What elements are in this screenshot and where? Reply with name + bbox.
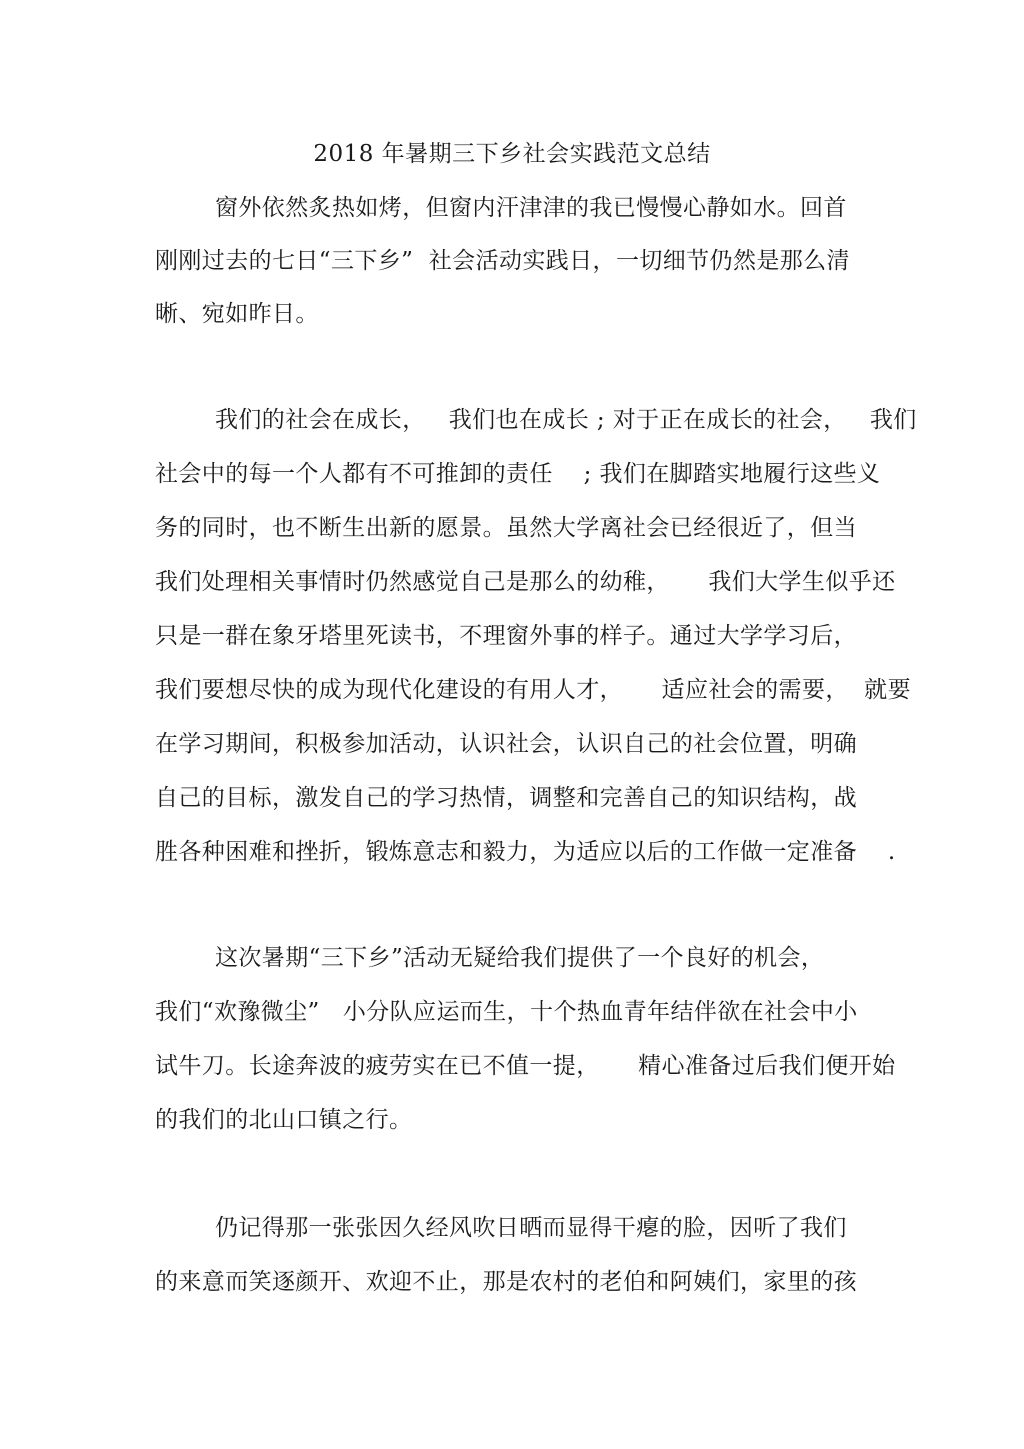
paragraph-1-line-1: 窗外依然炙热如烤，但窗内汗津津的我已慢慢心静如水。回首: [215, 195, 847, 221]
paragraph-2-line-5: 只是一群在象牙塔里死读书，不理窗外事的样子。通过大学学习后，: [155, 623, 857, 649]
paragraph-2-line-7: 在学习期间，积极参加活动，认识社会，认识自己的社会位置，明确: [155, 731, 857, 757]
document-title: 2018 年暑期三下乡社会实践范文总结: [313, 141, 711, 167]
paragraph-1-line-2: 刚刚过去的七日“三下乡” 社会活动实践日，一切细节仍然是那么清: [155, 248, 850, 274]
paragraph-1-line-3: 晰、宛如昨日。: [155, 301, 319, 327]
paragraph-2-line-4: 我们处理相关事情时仍然感觉自己是那么的幼稚， 我们大学生似乎还: [155, 569, 896, 595]
paragraph-4-line-1: 仍记得那一张张因久经风吹日晒而显得干瘪的脸，因听了我们: [215, 1215, 847, 1241]
paragraph-3-line-1: 这次暑期“三下乡”活动无疑给我们提供了一个良好的机会，: [215, 945, 825, 971]
paragraph-3-line-3: 试牛刀。长途奔波的疲劳实在已不值一提， 精心准备过后我们便开始: [155, 1053, 896, 1079]
paragraph-2-line-6: 我们要想尽快的成为现代化建设的有用人才， 适应社会的需要， 就要: [155, 677, 911, 703]
paragraph-2-line-8: 自己的目标，激发自己的学习热情，调整和完善自己的知识结构，战: [155, 785, 857, 811]
paragraph-2-line-9: 胜各种困难和挫折，锻炼意志和毅力，为适应以后的工作做一定准备 .: [155, 839, 896, 865]
paragraph-3-line-4: 的我们的北山口镇之行。: [155, 1107, 413, 1133]
paragraph-2-line-2: 社会中的每一个人都有不可推卸的责任 ; 我们在脚踏实地履行这些义: [155, 461, 881, 487]
paragraph-2-line-1: 我们的社会在成长， 我们也在成长 ; 对于正在成长的社会， 我们: [215, 407, 917, 433]
paragraph-3-line-2: 我们“欢豫微尘” 小分队应运而生，十个热血青年结伴欲在社会中小: [155, 999, 858, 1025]
paragraph-4-line-2: 的来意而笑逐颜开、欢迎不止，那是农村的老伯和阿姨们，家里的孩: [155, 1269, 857, 1295]
paragraph-2-line-3: 务的同时，也不断生出新的愿景。虽然大学离社会已经很近了，但当: [155, 515, 857, 541]
